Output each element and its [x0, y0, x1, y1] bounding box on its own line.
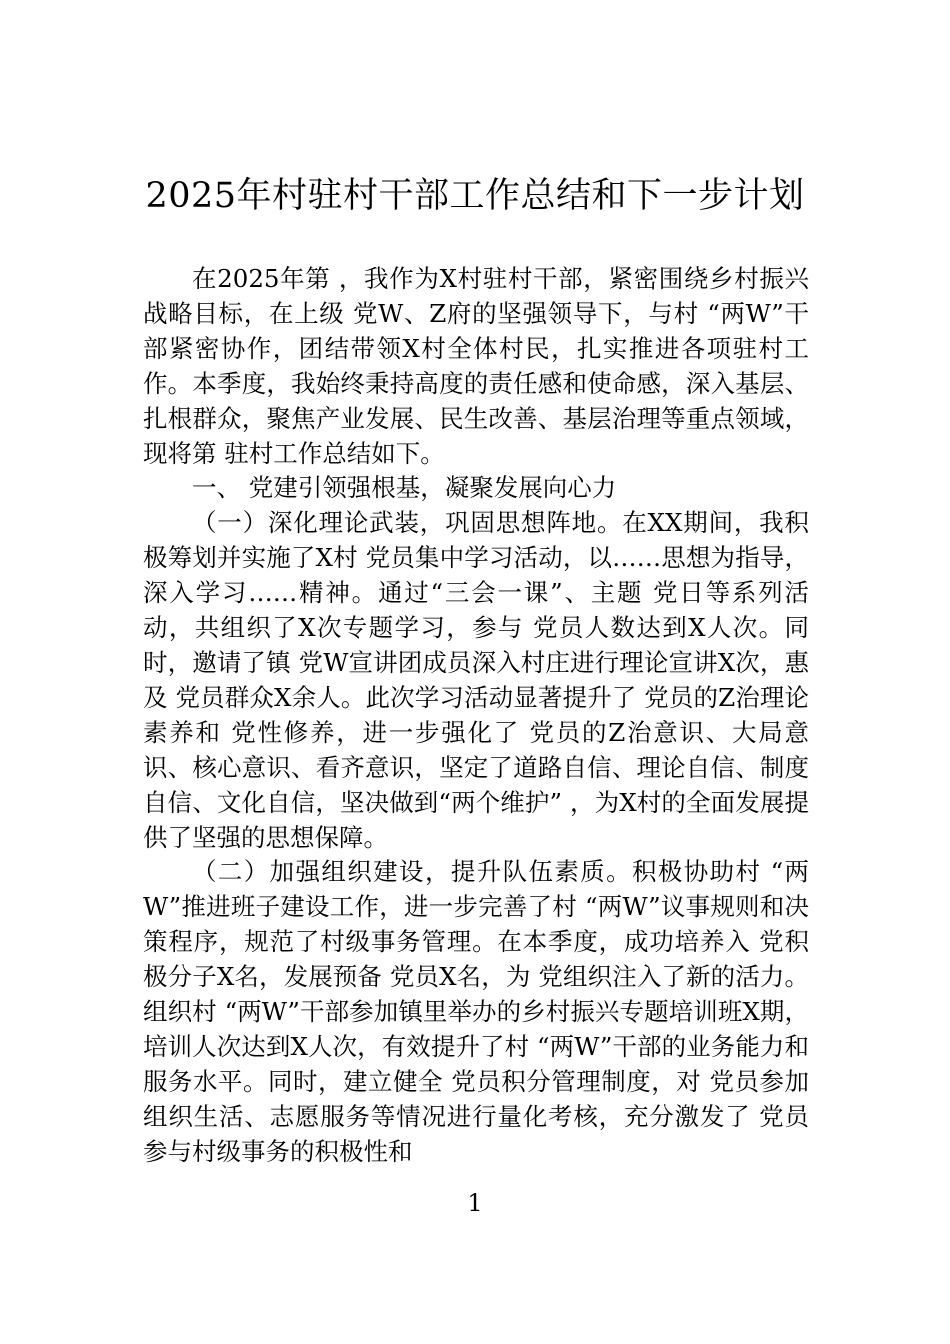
document-body	[143, 262, 809, 1170]
section-heading-1: 一、 党建引领强根基，凝聚发展向心力	[192, 473, 617, 503]
document-title: 2025年村驻村干部工作总结和下一步计划	[145, 176, 805, 216]
subsection-paragraph-2: （二）加强组织建设，提升队伍素质。积极协助村 “两W”推进班子建设工作，进一步完善了村 “两W”议事规则和决策程序，规范了村级事务管理。在本季度，成功培养入 党积极分子X名，发展预备 党员X名，为 党组织注入了新的活力。组织村 “两W”干部参加镇里举办的乡村振兴专题培训班X期，培训人次达到X人次，有效提升了村 “两W”干部的业务能力和服务水平。同时，建立健全 党员积分管理制度，对 党员参加组织生活、志愿服务等情况进行量化考核，充分激发了 党员参与村级事务的积极性和	[143, 857, 809, 1166]
subsection-paragraph-1: （一）深化理论武装，巩固思想阵地。在XX期间，我积极筹划并实施了X村 党员集中学习活动，以……思想为指导，深入学习……精神。通过“三会一课”、主题 党日等系列活动，共组织了X次专题学习，参与 党员人数达到X人次。同时，邀请了镇 党W宣讲团成员深入村庄进行理论宣讲X次，惠及 党员群众X余人。此次学习活动显著提升了 党员的Z治理论素养和 党性修养，进一步强化了 党员的Z治意识、大局意识、核心意识、看齐意识，坚定了道路自信、理论自信、制度自信、文化自信，坚决做到“两个维护” ，为X村的全面发展提供了坚强的思想保障。	[143, 508, 809, 852]
page-number: 1	[467, 1189, 483, 1217]
intro-paragraph: 在2025年第 ，我作为X村驻村干部，紧密围绕乡村振兴战略目标，在上级 党W、Z府的坚强领导下，与村 “两W”干部紧密协作，团结带领X村全体村民，扎实推进各项驻村工作。本季度，我始终秉持高度的责任感和使命感，深入基层、扎根群众，聚焦产业发展、民生改善、基层治理等重点领域，现将第 驻村工作总结如下。	[143, 264, 809, 468]
